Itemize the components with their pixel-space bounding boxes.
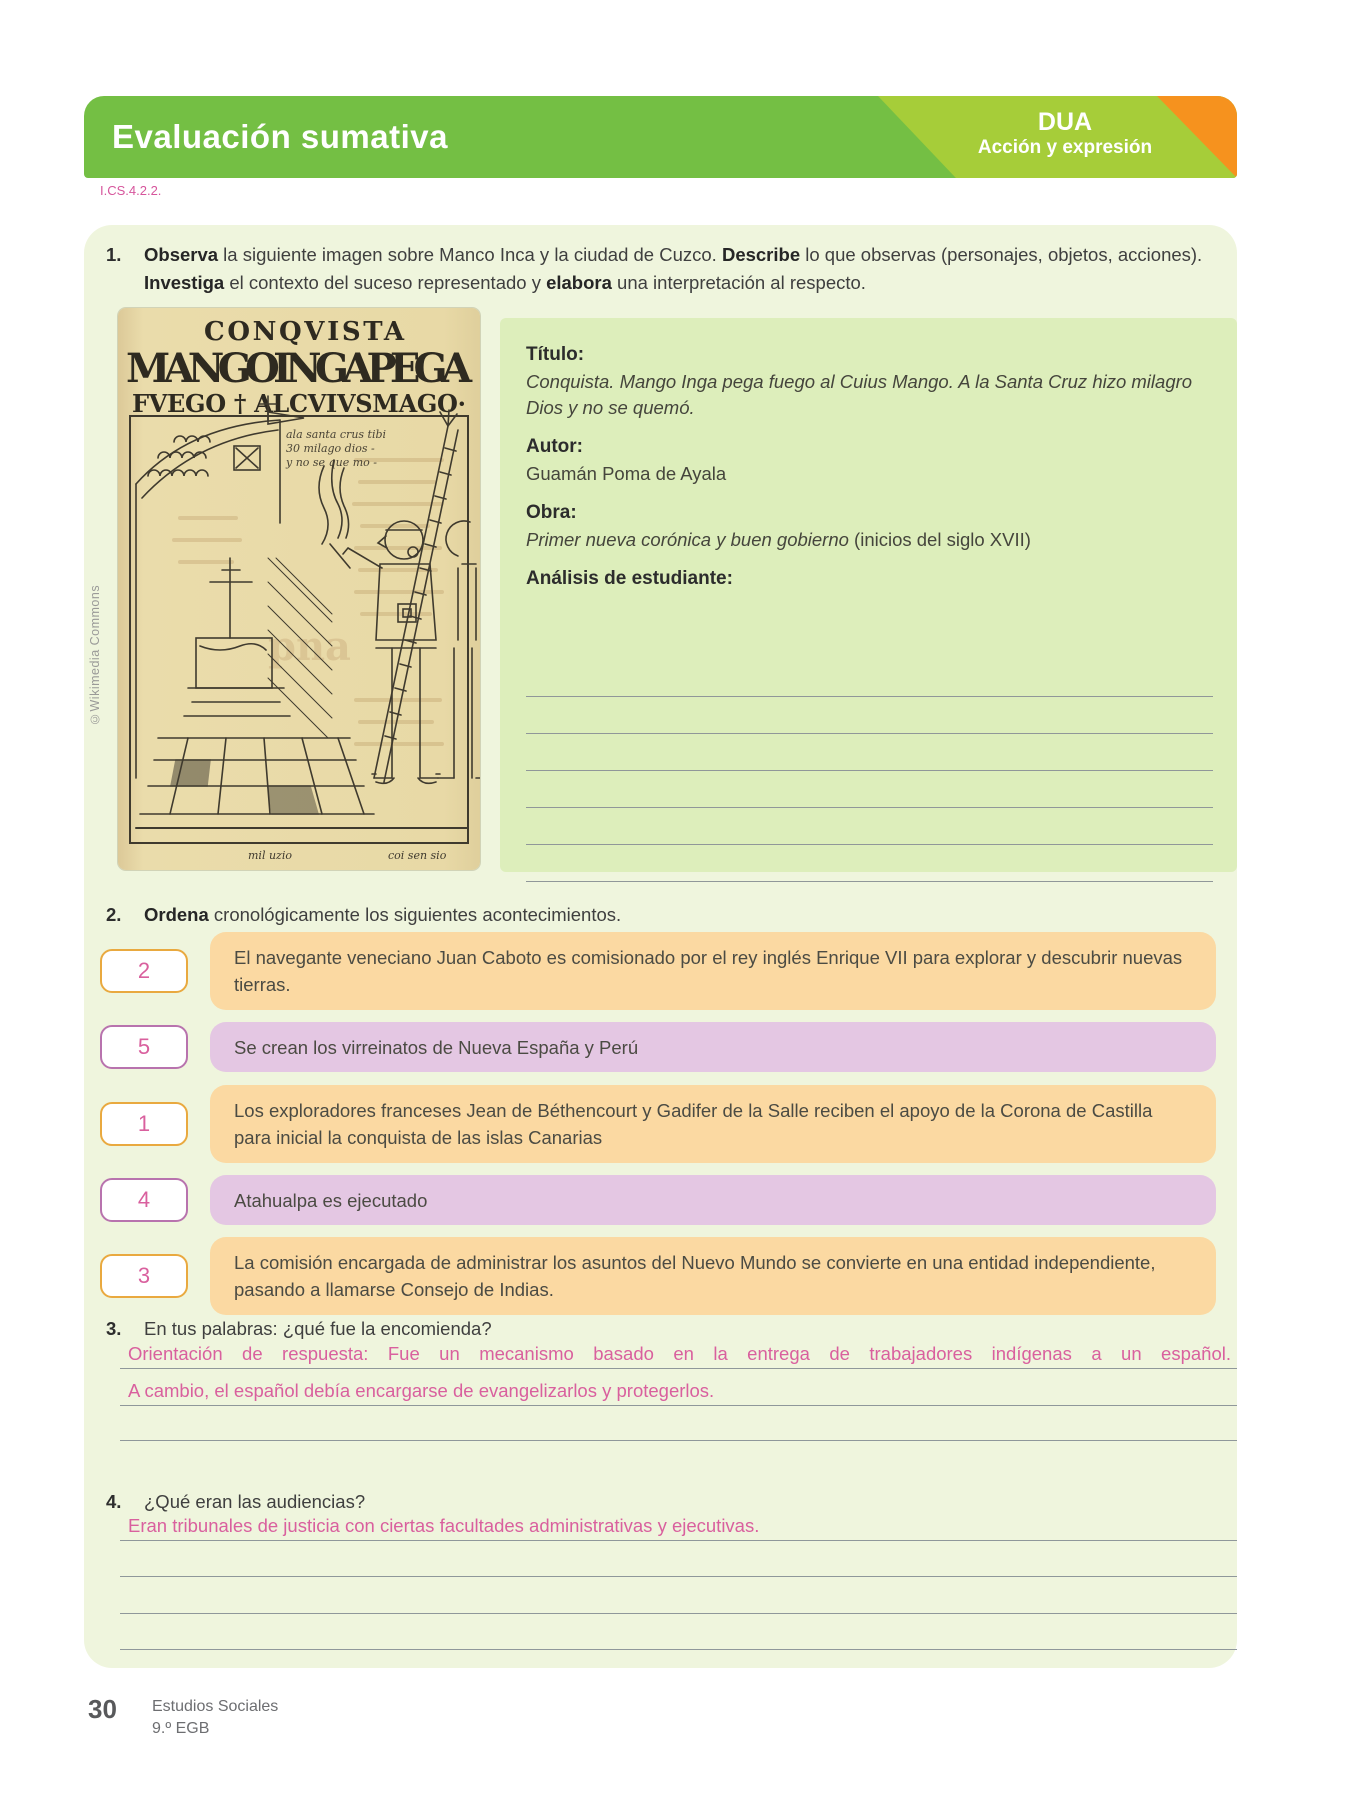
guaman-poma-illustration xyxy=(118,308,480,870)
q1-seg7: una interpretación al respecto. xyxy=(611,272,866,293)
titulo-label: Título: xyxy=(526,344,585,365)
autor-label: Autor: xyxy=(526,436,583,457)
artwork-note-1: ala santa crus tibi xyxy=(286,428,387,441)
q1-seg4: Investiga xyxy=(144,272,225,293)
event-bar xyxy=(210,1022,1216,1072)
autor-value: Guamán Poma de Ayala xyxy=(526,463,727,484)
page-number: 30 xyxy=(88,1694,117,1724)
artwork-foot-2: coi sen sio xyxy=(388,849,447,862)
obra-label: Obra: xyxy=(526,502,577,523)
q4-question: ¿Qué eran las audiencias? xyxy=(144,1491,366,1512)
write-line[interactable] xyxy=(526,697,1213,734)
order-number-box[interactable] xyxy=(100,1178,188,1222)
write-line[interactable] xyxy=(526,845,1213,882)
order-number-box[interactable] xyxy=(100,1025,188,1069)
analisis-label: Análisis de estudiante: xyxy=(526,568,733,589)
event-text: El navegante veneciano Juan Caboto es comisionado por el rey inglés Enrique VII para explorar y descubrir nuevas tierras. xyxy=(234,947,1183,995)
event-bar xyxy=(210,932,1216,1010)
q3-number: 3. xyxy=(106,1318,122,1339)
write-line[interactable] xyxy=(526,808,1213,845)
q4-answer-line-1[interactable]: Eran tribunales de justicia con ciertas facultades administrativas y ejecutivas. xyxy=(120,1515,1237,1541)
q2-instruction xyxy=(144,901,1221,929)
bleedthrough-word: pna xyxy=(268,623,351,670)
event-text: La comisión encargada de administrar los asuntos del Nuevo Mundo se convierte en una entidad independiente, pasando a llamarse Consejo de Indias. xyxy=(234,1252,1156,1300)
q1-instruction xyxy=(144,241,1221,297)
event-text: Atahualpa es ejecutado xyxy=(234,1189,428,1211)
q1-seg1: la siguiente imagen sobre Manco Inca y la ciudad de Cuzco. xyxy=(218,244,722,265)
q3-answer-line-2[interactable]: A cambio, el español debía encargarse de evangelizarlos y protegerlos. xyxy=(120,1380,1237,1406)
order-number: 4 xyxy=(137,1187,151,1212)
book-grade: 9.º EGB xyxy=(152,1720,210,1737)
q4-blank-line[interactable] xyxy=(120,1539,1237,1577)
order-number: 3 xyxy=(137,1263,151,1288)
artwork-note-3: y no se que mo - xyxy=(286,456,377,469)
analysis-write-lines xyxy=(526,660,1213,882)
event-text: Se crean los virreinatos de Nueva España y Perú xyxy=(234,1036,639,1058)
q1-seg5: el contexto del suceso representado y xyxy=(224,272,547,293)
order-number: 2 xyxy=(137,958,151,983)
order-row-3 xyxy=(84,1085,1237,1163)
activity-panel xyxy=(84,225,1237,1668)
q3-blank-line[interactable] xyxy=(120,1405,1237,1441)
order-number-box[interactable] xyxy=(100,1102,188,1146)
q4-number: 4. xyxy=(106,1491,122,1512)
q1-seg2: Describe xyxy=(721,244,801,265)
write-line[interactable] xyxy=(526,771,1213,808)
q2-number: 2. xyxy=(106,904,122,925)
order-number-box[interactable] xyxy=(100,1254,188,1298)
q3-answer-line-1[interactable]: Orientación de respuesta: Fue un mecanismo basado en la entrega de trabajadores indígenas a un español. xyxy=(120,1343,1237,1369)
write-line[interactable] xyxy=(526,734,1213,771)
order-row-5 xyxy=(84,1237,1237,1315)
q4-blank-line[interactable] xyxy=(120,1613,1237,1650)
artwork-heading-1: CONQVISTA xyxy=(204,317,404,347)
historical-drawing xyxy=(118,308,480,870)
dua-sublabel: Acción y expresión xyxy=(977,137,1153,158)
q4-blank-line[interactable] xyxy=(120,1576,1237,1614)
event-bar xyxy=(210,1175,1216,1225)
obra-suffix: (inicios del siglo XVII) xyxy=(848,529,1031,550)
write-line[interactable] xyxy=(526,660,1213,697)
artwork-foot-1: mil uzio xyxy=(248,849,292,862)
image-credit: ©Wikimedia Commons xyxy=(88,584,102,726)
q1-seg6: elabora xyxy=(546,272,612,293)
order-row-1 xyxy=(84,932,1237,1010)
curriculum-code: I.CS.4.2.2. xyxy=(100,183,162,198)
book-subject: Estudios Sociales xyxy=(152,1698,279,1715)
order-number: 1 xyxy=(137,1111,151,1136)
q1-seg3: lo que observas (personajes, objetos, acciones). xyxy=(800,244,1203,265)
event-text: Los exploradores franceses Jean de Béthencourt y Gadifer de la Salle reciben el apoyo de la Corona de Castilla para inicial la conquista de las islas Canarias xyxy=(234,1100,1153,1148)
dua-badge xyxy=(950,108,1180,160)
obra-value xyxy=(526,527,1213,553)
dua-label: DUA xyxy=(1037,108,1093,136)
artwork-heading-3: FVEGO † ALCVIVSMAGO· xyxy=(132,389,466,418)
event-bar xyxy=(210,1085,1216,1163)
obra-title: Primer nueva corónica y buen gobierno xyxy=(526,529,849,550)
section-header xyxy=(84,96,1237,178)
q1-number: 1. xyxy=(106,244,122,265)
order-number-box[interactable] xyxy=(100,949,188,993)
q3-question: En tus palabras: ¿qué fue la encomienda? xyxy=(144,1318,492,1339)
order-row-4 xyxy=(84,1175,1237,1225)
titulo-value: Conquista. Mango Inga pega fuego al Cuius Mango. A la Santa Cruz hizo milagro Dios y no se quemó. xyxy=(526,371,1193,418)
artwork-info-box xyxy=(500,318,1237,872)
book-info xyxy=(152,1696,278,1740)
event-bar xyxy=(210,1237,1216,1315)
page-title: Evaluación sumativa xyxy=(112,118,448,155)
artwork-heading-2: MANGOINGAPEGA xyxy=(126,345,472,392)
artwork-note-2: 30 milago dios - xyxy=(286,442,375,455)
q1-seg0: Observa xyxy=(144,244,219,265)
order-row-2 xyxy=(84,1022,1237,1072)
q2-rest: cronológicamente los siguientes acontecimientos. xyxy=(208,904,622,925)
order-number: 5 xyxy=(137,1034,151,1059)
q2-bold: Ordena xyxy=(144,904,209,925)
